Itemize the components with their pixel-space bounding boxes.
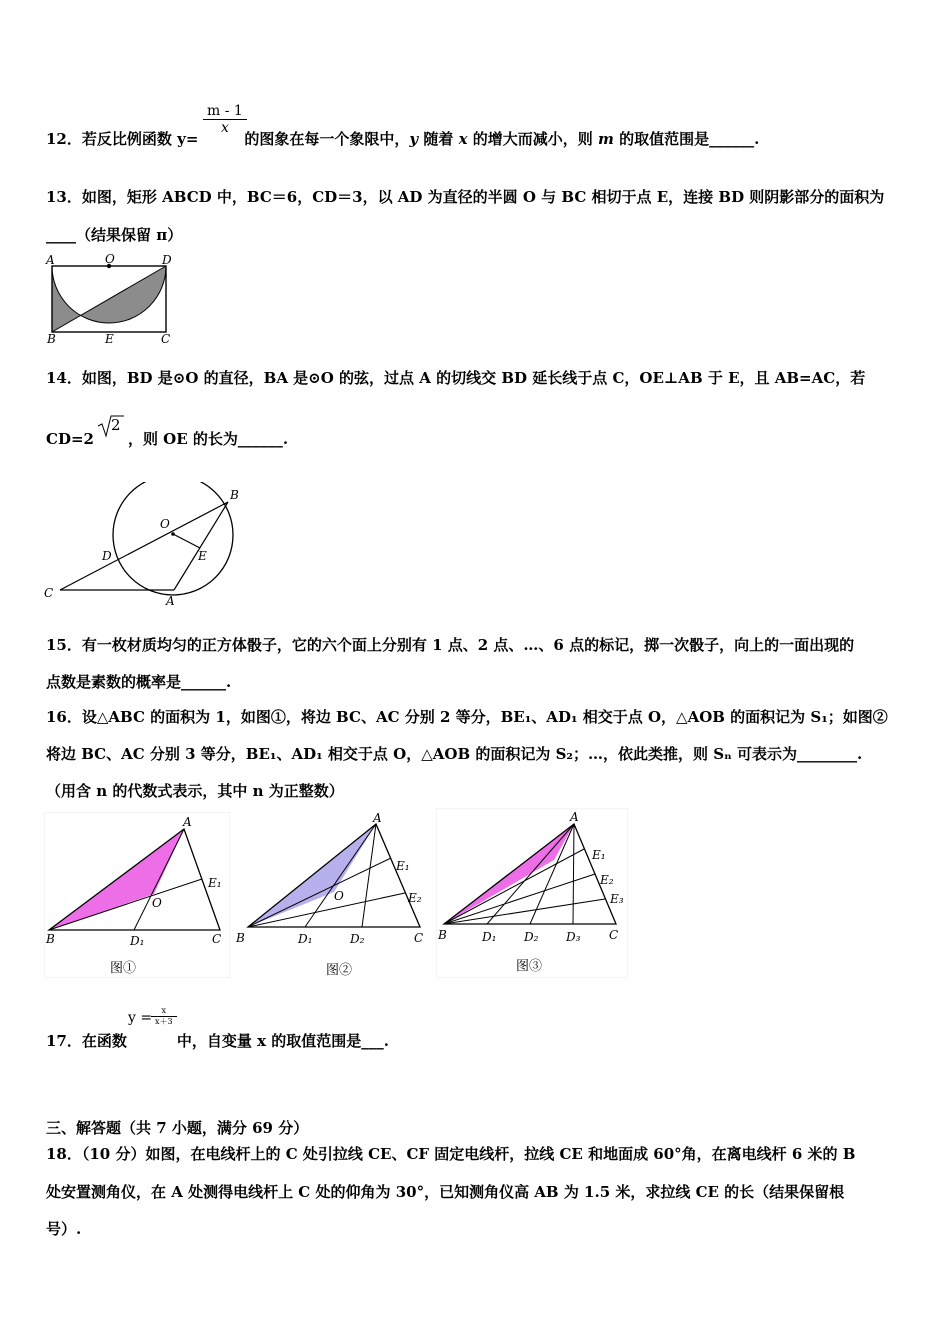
q14-chord-ab: [174, 502, 228, 590]
q16-fig2-caption: 图②: [326, 963, 353, 978]
q15-blank: ______: [181, 673, 227, 691]
q12-prefix: 12．若反比例函数 y=: [46, 130, 199, 148]
q16-fig1-label-c: C: [212, 932, 222, 946]
q16-fig2-label-o: O: [334, 889, 344, 903]
q14-sqrt: [94, 416, 128, 444]
q16-fig1-label-a: A: [183, 815, 192, 829]
q16-fig2-label-d2: D₂: [350, 932, 365, 946]
q14-line2: [46, 416, 289, 449]
q18-line1: 18．（10 分）如图，在电线杆上的 C 处引拉线 CE、CF 固定电线杆，拉线 CE 和地面成 60°角，在离电线杆 6 米的 B: [46, 1145, 856, 1163]
q16-fig3-caption: 图③: [516, 959, 543, 974]
q16-fig3-label-e3: E₃: [610, 892, 624, 906]
q16-fig2-label-a: A: [373, 812, 382, 825]
q12-text-d: 的取值范围是: [613, 130, 710, 148]
q16-fig2-label-c: C: [414, 931, 424, 945]
q15-line2-text: 点数是素数的概率是: [46, 673, 182, 691]
q13-label-c: C: [161, 332, 171, 344]
q13-figure: [44, 254, 178, 344]
q12-frac-denominator: x: [203, 119, 247, 136]
q18-line3: 号）.: [46, 1220, 82, 1238]
q14-blank: ______: [237, 430, 283, 448]
q18-line2: 处安置测角仪，在 A 处测得电线杆上 C 处的仰角为 30°，已知测角仪高 AB 为 1.5 米，求拉线 CE 的长（结果保留根: [46, 1183, 845, 1201]
q14-line-cb: [60, 502, 228, 590]
q12-blank: ______: [709, 130, 755, 148]
q17-frac-denominator: x＋3: [151, 1016, 177, 1027]
q16-fig1-caption: 图①: [110, 961, 137, 976]
q17-blank: ___: [361, 1032, 384, 1050]
q16-figure-2: [236, 812, 432, 978]
q15-line2: [46, 671, 231, 692]
q16-figure-3: [436, 808, 628, 978]
q14-end: .: [282, 430, 289, 448]
q17-line: [46, 1030, 389, 1051]
q16-figure-1: [44, 812, 230, 978]
q17-y-equals: y =: [128, 1010, 153, 1026]
q16-fig1-label-b: B: [46, 932, 55, 946]
q12-var-x: x: [458, 130, 468, 148]
q12-frac-numerator: m - 1: [207, 103, 243, 119]
q12-end: .: [754, 130, 760, 148]
q13-label-b: B: [47, 332, 56, 344]
q13-line2-text: （结果保留 π）: [76, 226, 183, 244]
q16-fig3-label-c: C: [609, 928, 619, 942]
q16-line2-text: 将边 BC、AC 分别 3 等分，BE₁、AD₁ 相交于点 O，△AOB 的面积记为 S₂；…，依此类推，则 Sₙ 可表示为: [46, 745, 798, 763]
q16-fig1-label-o: O: [152, 896, 162, 910]
q14-center-point: [171, 532, 175, 536]
q16-fig3-label-d2: D₂: [524, 930, 539, 944]
q13-label-d: D: [162, 254, 172, 267]
q12-text-a: 的图象在每一个象限中，: [244, 130, 410, 148]
q14-sqrt-radicand: 2: [110, 416, 121, 434]
q12-text-c: 的增大而减小，则: [467, 130, 598, 148]
q14-cd-suffix: ，则 OE 的长为: [127, 430, 238, 448]
q15-line1: 15．有一枚材质均匀的正方体骰子，它的六个面上分别有 1 点、2 点、…、6 点的标记，掷一次骰子，向上的一面出现的: [46, 636, 855, 654]
q17-frac-numerator: x: [161, 1006, 167, 1015]
q14-label-o: O: [160, 517, 170, 531]
q16-fig3-label-e2: E₂: [600, 873, 614, 887]
q16-fig2-label-e1: E₁: [396, 859, 410, 873]
q12-text-b: 随着: [418, 130, 459, 148]
q14-cd-prefix: CD=2: [46, 430, 94, 448]
q14-label-c: C: [44, 586, 54, 600]
q16-fig1-label-d1: D₁: [130, 934, 145, 948]
q17-fraction: [151, 1006, 177, 1027]
q17-suffix: 中，自变量 x 的取值范围是: [176, 1032, 362, 1050]
q14-line1: 14．如图，BD 是⊙O 的直径，BA 是⊙O 的弦，过点 A 的切线交 BD 延长线于点 C，OE⊥AB 于 E，且 AB=AC，若: [46, 369, 866, 387]
q14-figure: [40, 482, 250, 612]
q13-label-a: A: [46, 254, 55, 267]
q16-line2: [46, 743, 862, 764]
q14-segment-oe: [173, 534, 200, 548]
q16-fig2-label-e2: E₂: [408, 891, 422, 905]
q12-var-m: m: [597, 130, 614, 148]
q14-label-b: B: [230, 488, 239, 502]
q16-blank: ________: [797, 745, 858, 763]
section3-title: 三、解答题（共 7 小题，满分 69 分）: [46, 1119, 309, 1137]
q13-label-o: O: [105, 254, 115, 266]
q13-line1: 13．如图，矩形 ABCD 中，BC＝6，CD＝3，以 AD 为直径的半圆 O 与 BC 相切于点 E，连接 BD 则阴影部分的面积为: [46, 188, 885, 206]
q12-var-y: y: [409, 130, 419, 148]
q17-end: .: [383, 1032, 389, 1050]
q16-fig3-label-d3: D₃: [566, 930, 581, 944]
q16-fig2-label-b: B: [236, 931, 245, 945]
q16-fig3-label-d1: D₁: [482, 930, 497, 944]
q16-line3: （用含 n 的代数式表示，其中 n 为正整数）: [46, 782, 344, 800]
q16-fig3-label-b: B: [438, 928, 447, 942]
q15-end: .: [226, 673, 232, 691]
q16-fig3-label-a: A: [570, 810, 579, 824]
q14-label-d: D: [102, 549, 112, 563]
q12-line: [46, 128, 759, 149]
q14-label-a: A: [166, 594, 175, 608]
q13-blank: ____: [46, 226, 76, 244]
q16-fig3-label-e1: E₁: [592, 848, 606, 862]
q13-label-e: E: [105, 332, 114, 344]
q13-line2: [46, 224, 182, 245]
q16-line1: 16．设△ABC 的面积为 1，如图①，将边 BC、AC 分别 2 等分，BE₁、AD₁ 相交于点 O，△AOB 的面积记为 S₁；如图②: [46, 708, 888, 726]
q16-fig1-label-e1: E₁: [208, 876, 222, 890]
q16-fig2-label-d1: D₁: [298, 932, 313, 946]
q16-end: .: [857, 745, 863, 763]
q14-circle: [113, 482, 233, 595]
q14-label-e: E: [198, 549, 207, 563]
q17-prefix: 17．在函数: [46, 1032, 127, 1050]
